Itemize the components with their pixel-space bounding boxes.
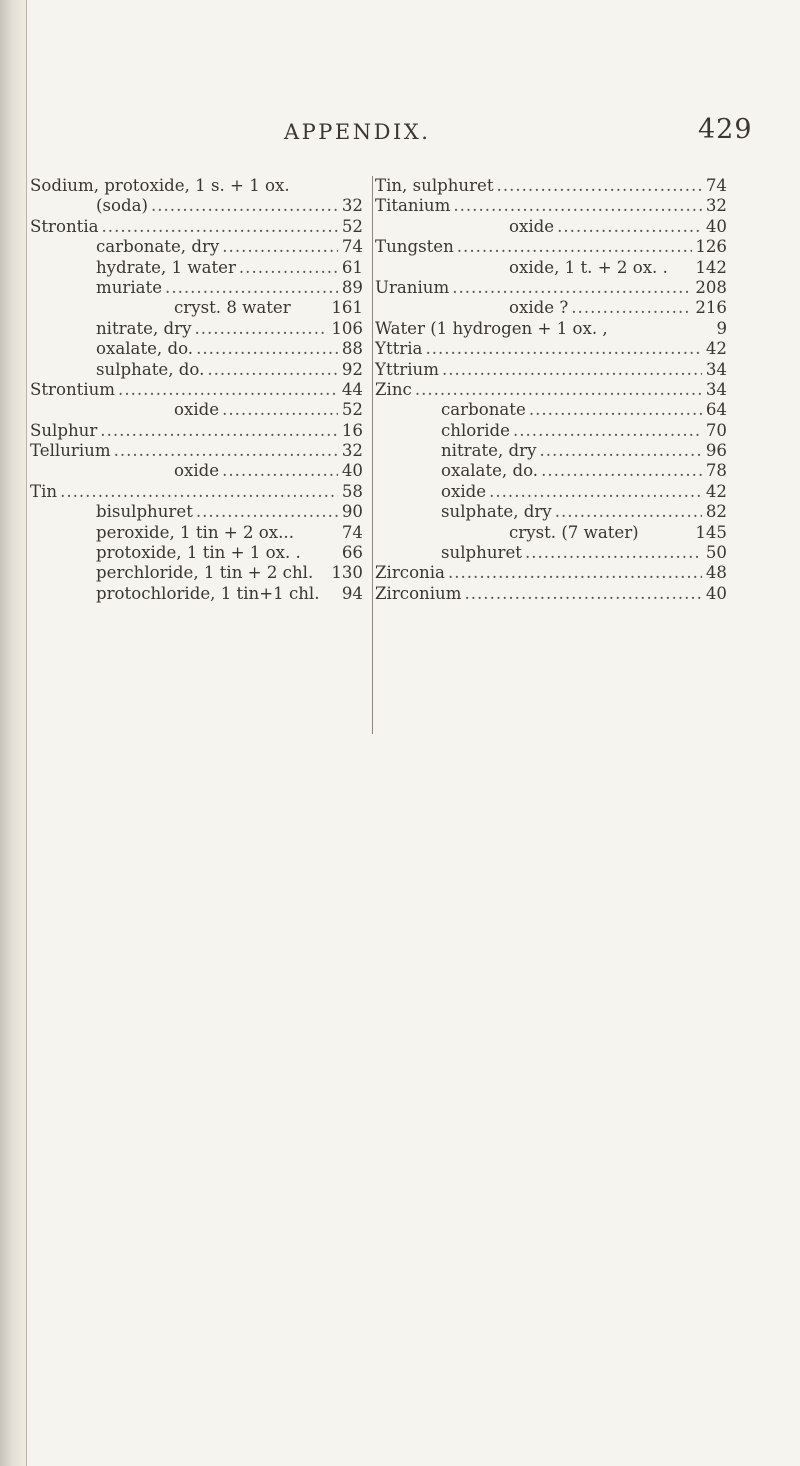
table-entry <box>30 523 363 543</box>
table-entry <box>30 217 363 237</box>
entry-label: oxalate, do. <box>96 339 194 359</box>
table-entry <box>375 523 727 543</box>
table-entry <box>30 441 363 461</box>
leader-dots <box>222 237 338 257</box>
entry-value: 74 <box>341 237 363 257</box>
entry-label: Yttrium <box>375 359 439 379</box>
leader-dots <box>464 584 702 604</box>
entry-label: oxalate, do. <box>441 461 539 481</box>
entry-label: Tin <box>30 481 58 501</box>
leader-dots <box>457 237 693 257</box>
left-column <box>30 176 363 604</box>
entry-label: nitrate, dry <box>441 441 537 461</box>
leader-dots <box>539 441 702 461</box>
leader-dots <box>513 421 702 441</box>
leader-dots <box>239 258 338 278</box>
table-entry <box>30 584 363 604</box>
entry-label: Uranium <box>375 277 450 297</box>
entry-value: 32 <box>341 441 363 461</box>
leader-dots <box>453 196 702 216</box>
table-entry <box>30 319 363 339</box>
entry-label: oxide <box>441 481 487 501</box>
entry-value: 92 <box>341 359 363 379</box>
entry-label: oxide <box>509 216 555 236</box>
entry-value: 16 <box>341 420 363 440</box>
entry-value: 130 <box>331 563 363 583</box>
entry-value: 90 <box>341 502 363 522</box>
leader-dots <box>415 380 702 400</box>
table-entry <box>375 278 727 298</box>
table-entry <box>30 502 363 522</box>
page-number: 429 <box>698 114 753 145</box>
entry-value: 74 <box>341 522 363 542</box>
table-entry <box>375 360 727 380</box>
table-entry <box>375 563 727 583</box>
table-entry <box>375 543 727 563</box>
page-header <box>0 114 800 158</box>
leader-dots <box>497 176 702 196</box>
entry-label: sulphate, do. <box>96 359 205 379</box>
entry-label: Strontia <box>30 216 99 236</box>
entry-value: 88 <box>341 339 363 359</box>
entry-label: bisulphuret <box>96 502 193 522</box>
leader-dots <box>529 400 702 420</box>
entry-value: 34 <box>705 359 727 379</box>
table-entry <box>30 196 363 216</box>
leader-dots <box>222 400 338 420</box>
table-entry <box>375 482 727 502</box>
entry-label: peroxide, 1 tin + 2 ox... <box>96 522 294 542</box>
table-entry <box>375 441 727 461</box>
leader-dots <box>60 482 338 502</box>
entry-label: carbonate <box>441 400 526 420</box>
entry-label: sulphate, dry <box>441 502 552 522</box>
entry-value: 216 <box>695 298 727 318</box>
leader-dots <box>114 441 338 461</box>
entry-label: Tungsten <box>375 237 454 257</box>
leader-dots <box>102 217 338 237</box>
entry-label: sulphuret <box>441 543 522 563</box>
entry-value: 40 <box>341 461 363 481</box>
table-entry <box>30 543 363 563</box>
entry-label: protochloride, 1 tin+1 chl. <box>96 583 320 603</box>
table-entry <box>375 319 727 339</box>
entry-label: Tellurium <box>30 441 111 461</box>
leader-dots <box>452 278 692 298</box>
entry-value: 44 <box>341 379 363 399</box>
entry-label: Yttria <box>375 339 423 359</box>
entry-value: 94 <box>341 583 363 603</box>
right-column <box>372 176 727 734</box>
entry-value: 32 <box>705 196 727 216</box>
table-entry <box>30 400 363 420</box>
entry-value: 106 <box>331 318 363 338</box>
entry-value: 64 <box>705 400 727 420</box>
entry-label: hydrate, 1 water <box>96 257 236 277</box>
entry-value: 70 <box>705 420 727 440</box>
table-entry <box>375 298 727 318</box>
entry-label: oxide ? <box>509 298 569 318</box>
entry-label: oxide <box>174 400 220 420</box>
leader-dots <box>448 563 702 583</box>
entry-value: 61 <box>341 257 363 277</box>
entry-value: 74 <box>705 176 727 195</box>
entry-label: muriate <box>96 277 163 297</box>
entry-value: 208 <box>695 277 727 297</box>
entry-value: 145 <box>695 522 727 542</box>
entry-label: Titanium <box>375 196 451 216</box>
entry-label: cryst. (7 water) <box>509 522 639 542</box>
leader-dots <box>541 461 702 481</box>
entry-label: Strontium <box>30 379 116 399</box>
entry-value: 66 <box>341 543 363 563</box>
table-entry <box>375 176 727 196</box>
table-entry <box>30 482 363 502</box>
table-entry <box>30 563 363 583</box>
leader-dots <box>100 421 338 441</box>
table-entry <box>375 584 727 604</box>
running-title: APPENDIX. <box>284 120 431 144</box>
table-entry <box>375 196 727 216</box>
leader-dots <box>118 380 338 400</box>
table-entry <box>375 258 727 278</box>
entry-label: perchloride, 1 tin + 2 chl. <box>96 563 314 583</box>
table-entry <box>375 237 727 257</box>
leader-dots <box>151 196 338 216</box>
table-entry <box>30 258 363 278</box>
entry-label: Zirconia <box>375 563 445 583</box>
table-entry <box>30 298 363 318</box>
entry-label: Zirconium <box>375 583 462 603</box>
entry-value: 50 <box>705 543 727 563</box>
table-entry <box>375 502 727 522</box>
entry-label: protoxide, 1 tin + 1 ox. . <box>96 543 301 563</box>
table-entry <box>30 278 363 298</box>
entry-label: carbonate, dry <box>96 237 220 257</box>
entry-value: 42 <box>705 481 727 501</box>
leader-dots <box>207 360 338 380</box>
entry-label: Tin, sulphuret <box>375 176 494 195</box>
leader-dots <box>196 502 338 522</box>
leader-dots <box>194 319 328 339</box>
table-entry <box>30 339 363 359</box>
table-entry <box>30 461 363 481</box>
entry-value: 142 <box>695 257 727 277</box>
book-binding-edge <box>0 0 27 1466</box>
entry-label: nitrate, dry <box>96 318 192 338</box>
table-entry <box>375 421 727 441</box>
leader-dots <box>555 502 702 522</box>
leader-dots <box>571 298 692 318</box>
table-entry <box>30 360 363 380</box>
entry-value: 161 <box>331 298 363 318</box>
entry-label: Water (1 hydrogen + 1 ox. , <box>375 318 608 338</box>
table-entry <box>30 176 363 196</box>
entry-label: chloride <box>441 420 510 440</box>
entry-value: 32 <box>341 196 363 216</box>
table-entry <box>30 237 363 257</box>
entry-value: 48 <box>705 563 727 583</box>
entry-value: 34 <box>705 379 727 399</box>
entry-value: 52 <box>341 400 363 420</box>
leader-dots <box>425 339 702 359</box>
leader-dots <box>525 543 702 563</box>
leader-dots <box>557 217 702 237</box>
leader-dots <box>442 360 702 380</box>
entry-value: 82 <box>705 502 727 522</box>
entry-value: 9 <box>716 318 727 338</box>
entry-value: 89 <box>341 277 363 297</box>
leader-dots <box>222 461 338 481</box>
entry-label: Sulphur <box>30 420 98 440</box>
entry-label: oxide <box>174 461 220 481</box>
table-entry <box>375 461 727 481</box>
entry-label: Zinc <box>375 379 412 399</box>
leader-dots <box>489 482 702 502</box>
entry-value: 40 <box>705 216 727 236</box>
entry-value: 40 <box>705 583 727 603</box>
entry-value: 78 <box>705 461 727 481</box>
table-entry <box>30 380 363 400</box>
entry-value: 96 <box>705 441 727 461</box>
table-entry <box>30 421 363 441</box>
entry-value: 126 <box>695 237 727 257</box>
entry-label: Sodium, protoxide, 1 s. + 1 ox. <box>30 176 290 195</box>
leader-dots <box>165 278 338 298</box>
entry-value: 42 <box>705 339 727 359</box>
table-entry <box>375 400 727 420</box>
entry-label: cryst. 8 water <box>174 298 291 318</box>
entry-value: 52 <box>341 216 363 236</box>
table-entry <box>375 339 727 359</box>
entry-label: oxide, 1 t. + 2 ox. . <box>509 257 668 277</box>
table-entry <box>375 217 727 237</box>
leader-dots <box>196 339 338 359</box>
entry-label: (soda) <box>96 196 148 216</box>
table-entry <box>375 380 727 400</box>
entry-value: 58 <box>341 481 363 501</box>
